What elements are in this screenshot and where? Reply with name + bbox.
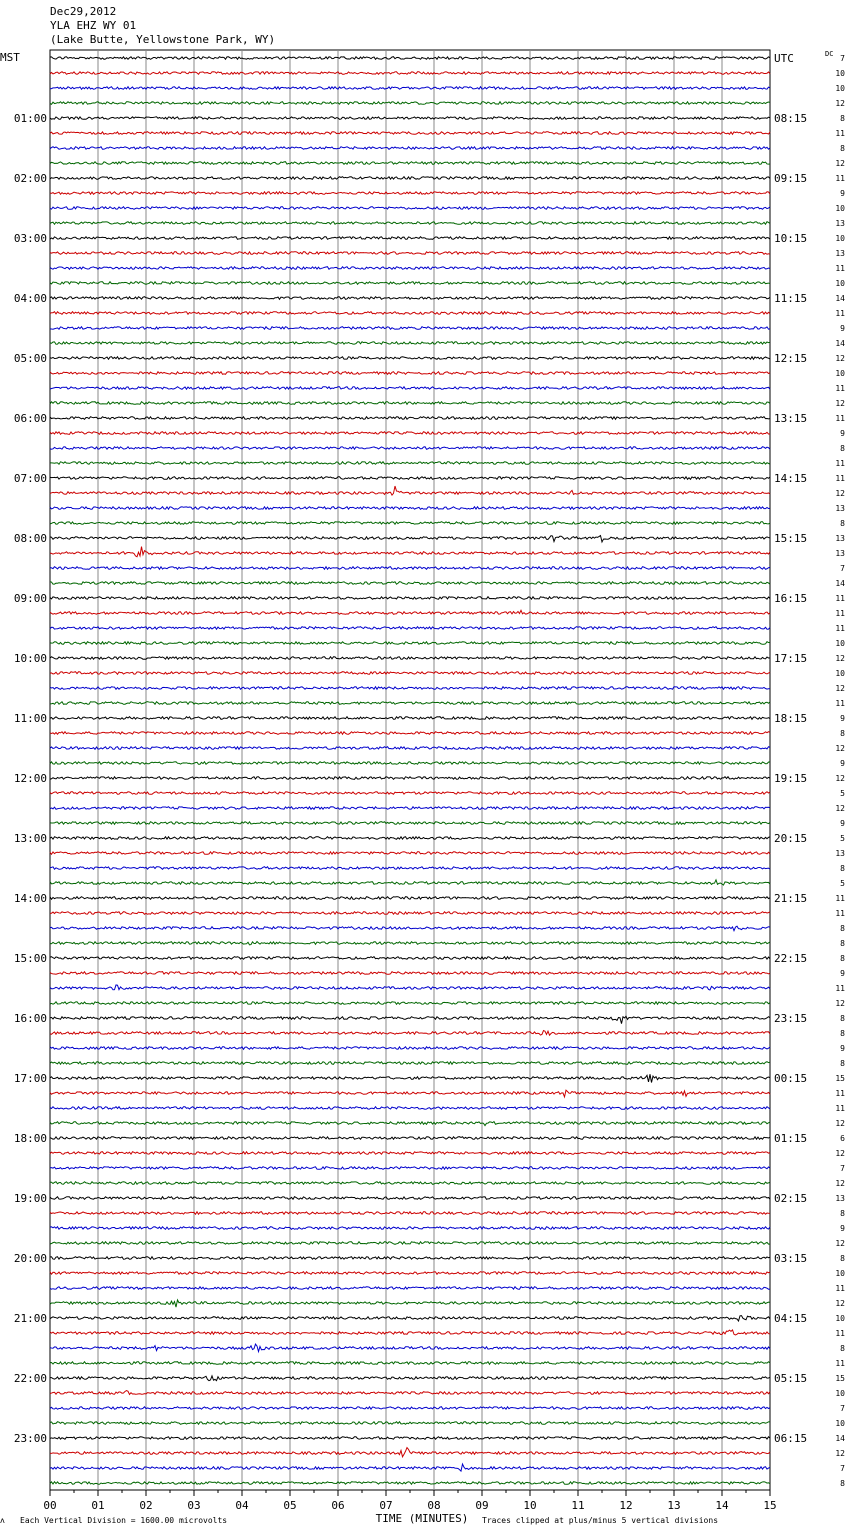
utc-hour-label: 21:15 [774, 892, 808, 905]
utc-hour-label: 13:15 [774, 412, 808, 425]
trace-line [50, 597, 770, 600]
dc-value: 11 [835, 594, 845, 603]
trace-line [50, 610, 770, 614]
trace-line [50, 822, 770, 825]
dc-value: 12 [835, 1179, 845, 1188]
trace-line [50, 1344, 770, 1351]
trace-line [50, 432, 770, 435]
utc-hour-label: 15:15 [774, 532, 808, 545]
trace-line [50, 762, 770, 765]
dc-value: 7 [840, 1164, 845, 1173]
trace-line [50, 1422, 770, 1425]
trace-line [50, 387, 770, 390]
dc-value: 8 [840, 1254, 845, 1263]
utc-hour-label: 11:15 [774, 292, 808, 305]
trace-line [50, 477, 770, 480]
x-tick-label: 14 [715, 1499, 729, 1512]
dc-value: 14 [835, 579, 845, 588]
trace-line [50, 1152, 770, 1155]
trace-line [50, 462, 770, 465]
plot-frame [50, 50, 770, 1490]
trace-line [50, 267, 770, 270]
trace-line [50, 926, 770, 930]
trace-line [50, 1272, 770, 1275]
dc-value: 11 [835, 984, 845, 993]
utc-hour-label: 12:15 [774, 352, 808, 365]
dc-value: 8 [840, 1479, 845, 1488]
trace-line [50, 627, 770, 630]
trace-line [50, 837, 770, 840]
x-tick-label: 06 [331, 1499, 345, 1512]
trace-line [50, 117, 770, 120]
trace-line [50, 747, 770, 750]
mst-hour-label: 14:00 [13, 892, 47, 905]
mst-hour-label: 06:00 [13, 412, 47, 425]
utc-hour-label: 04:15 [774, 1312, 808, 1325]
trace-line [50, 852, 770, 855]
utc-hour-label: 06:15 [774, 1432, 808, 1445]
x-tick-label: 00 [43, 1499, 57, 1512]
trace-line [50, 132, 770, 135]
dc-value: 12 [835, 1299, 845, 1308]
x-tick-label: 12 [619, 1499, 633, 1512]
dc-value: 12 [835, 159, 845, 168]
mst-hour-label: 12:00 [13, 772, 47, 785]
dc-value: 8 [840, 1014, 845, 1023]
dc-value: 8 [840, 864, 845, 873]
dc-value: 11 [835, 264, 845, 273]
trace-line [50, 1464, 770, 1471]
utc-hour-label: 22:15 [774, 952, 808, 965]
trace-line [50, 1242, 770, 1245]
trace-line [50, 1376, 770, 1381]
trace-line [50, 777, 770, 780]
dc-value: 12 [835, 804, 845, 813]
trace-line [50, 177, 770, 180]
dc-value: 15 [835, 1374, 845, 1383]
dc-value: 11 [835, 699, 845, 708]
trace-line [50, 1227, 770, 1230]
trace-line [50, 536, 770, 542]
utc-hour-label: 16:15 [774, 592, 808, 605]
mst-hour-label: 19:00 [13, 1192, 47, 1205]
dc-value: 12 [835, 489, 845, 498]
trace-line [50, 1287, 770, 1290]
trace-line [50, 1257, 770, 1260]
dc-value: 9 [840, 429, 845, 438]
utc-hour-label: 09:15 [774, 172, 808, 185]
utc-hour-label: 20:15 [774, 832, 808, 845]
dc-value: 11 [835, 624, 845, 633]
dc-value: 12 [835, 744, 845, 753]
dc-value: 13 [835, 849, 845, 858]
mst-hour-label: 05:00 [13, 352, 47, 365]
trace-line [50, 402, 770, 405]
trace-line [50, 912, 770, 915]
mst-axis-label: MST [0, 51, 20, 64]
dc-value: 8 [840, 1059, 845, 1068]
dc-value: 11 [835, 414, 845, 423]
dc-value: 12 [835, 774, 845, 783]
trace-line [50, 312, 770, 315]
dc-value: 12 [835, 354, 845, 363]
mst-hour-label: 07:00 [13, 472, 47, 485]
trace-line [50, 717, 770, 720]
utc-hour-label: 19:15 [774, 772, 808, 785]
trace-line [50, 222, 770, 225]
dc-value: 8 [840, 954, 845, 963]
trace-line [50, 102, 770, 105]
x-tick-label: 02 [139, 1499, 153, 1512]
trace-line [50, 87, 770, 90]
dc-label: DC [825, 50, 834, 58]
dc-value: 10 [835, 69, 845, 78]
mst-hour-label: 22:00 [13, 1372, 47, 1385]
x-tick-label: 05 [283, 1499, 297, 1512]
dc-value: 11 [835, 384, 845, 393]
x-tick-label: 10 [523, 1499, 537, 1512]
trace-line [50, 1407, 770, 1410]
trace-line [50, 192, 770, 195]
trace-line [50, 985, 770, 990]
trace-line [50, 1047, 770, 1050]
dc-value: 10 [835, 1314, 845, 1323]
utc-hour-label: 23:15 [774, 1012, 808, 1025]
corner-mark: ʌ [0, 1516, 5, 1525]
dc-value: 8 [840, 1344, 845, 1353]
dc-value: 8 [840, 444, 845, 453]
trace-line [50, 1437, 770, 1440]
utc-hour-label: UTC [774, 52, 794, 65]
trace-line [50, 1362, 770, 1365]
x-tick-label: 08 [427, 1499, 441, 1512]
dc-value: 8 [840, 924, 845, 933]
trace-line [50, 642, 770, 645]
dc-value: 11 [835, 309, 845, 318]
mst-hour-label: 23:00 [13, 1432, 47, 1445]
trace-line [50, 1330, 770, 1335]
mst-hour-label: 13:00 [13, 832, 47, 845]
trace-line [50, 486, 770, 495]
header-location: (Lake Butte, Yellowstone Park, WY) [50, 33, 276, 46]
dc-value: 5 [840, 834, 845, 843]
trace-line [50, 1074, 770, 1082]
dc-value: 13 [835, 1194, 845, 1203]
dc-value: 13 [835, 534, 845, 543]
dc-value: 14 [835, 294, 845, 303]
x-tick-label: 15 [763, 1499, 777, 1512]
dc-value: 9 [840, 819, 845, 828]
trace-line [50, 252, 770, 255]
mst-hour-label: 16:00 [13, 1012, 47, 1025]
mst-hour-label: 02:00 [13, 172, 47, 185]
dc-value: 10 [835, 84, 845, 93]
trace-line [50, 522, 770, 525]
trace-line [50, 807, 770, 810]
header-date: Dec29,2012 [50, 5, 117, 18]
dc-value: 11 [835, 909, 845, 918]
x-tick-label: 01 [91, 1499, 105, 1512]
trace-line [50, 1212, 770, 1215]
mst-hour-label: 17:00 [13, 1072, 47, 1085]
trace-line [50, 972, 770, 975]
trace-line [50, 1482, 770, 1485]
trace-line [50, 297, 770, 300]
dc-value: 9 [840, 324, 845, 333]
mst-hour-label: 04:00 [13, 292, 47, 305]
dc-value: 12 [835, 1239, 845, 1248]
x-tick-label: 11 [571, 1499, 585, 1512]
trace-line [50, 657, 770, 660]
dc-value: 9 [840, 969, 845, 978]
trace-line [50, 372, 770, 375]
trace-line [50, 237, 770, 240]
dc-value: 8 [840, 1029, 845, 1038]
trace-line [50, 880, 770, 885]
trace-line [50, 1031, 770, 1036]
dc-value: 7 [840, 1464, 845, 1473]
utc-hour-label: 17:15 [774, 652, 808, 665]
dc-value: 10 [835, 369, 845, 378]
header-station: YLA EHZ WY 01 [50, 19, 137, 32]
utc-hour-label: 10:15 [774, 232, 808, 245]
utc-hour-label: 02:15 [774, 1192, 808, 1205]
mst-hour-label: 21:00 [13, 1312, 47, 1325]
dc-value: 11 [835, 1089, 845, 1098]
x-tick-label: 07 [379, 1499, 393, 1512]
trace-line [50, 327, 770, 330]
dc-value: 10 [835, 1419, 845, 1428]
trace-line [50, 1122, 770, 1126]
dc-value: 8 [840, 114, 845, 123]
dc-value: 7 [840, 1404, 845, 1413]
dc-value: 10 [835, 204, 845, 213]
trace-line [50, 732, 770, 735]
trace-line [50, 147, 770, 150]
trace-line [50, 1300, 770, 1307]
dc-value: 8 [840, 519, 845, 528]
trace-line [50, 792, 770, 795]
dc-value: 11 [835, 129, 845, 138]
trace-line [50, 1391, 770, 1395]
dc-value: 13 [835, 504, 845, 513]
utc-hour-label: 03:15 [774, 1252, 808, 1265]
dc-value: 10 [835, 234, 845, 243]
dc-value: 8 [840, 729, 845, 738]
dc-value: 13 [835, 219, 845, 228]
dc-value: 11 [835, 474, 845, 483]
dc-value: 13 [835, 249, 845, 258]
utc-hour-label: 18:15 [774, 712, 808, 725]
x-tick-label: 04 [235, 1499, 249, 1512]
trace-line [50, 702, 770, 705]
trace-line [50, 162, 770, 165]
dc-value: 6 [840, 1134, 845, 1143]
x-axis-label: TIME (MINUTES) [375, 1512, 469, 1525]
dc-value: 10 [835, 1269, 845, 1278]
dc-value: 5 [840, 789, 845, 798]
mst-hour-label: 08:00 [13, 532, 47, 545]
trace-line [50, 72, 770, 75]
trace-line [50, 687, 770, 690]
dc-value: 12 [835, 1149, 845, 1158]
mst-hour-label: 03:00 [13, 232, 47, 245]
trace-line [50, 672, 770, 675]
dc-value: 10 [835, 669, 845, 678]
trace-line [50, 1137, 770, 1140]
trace-line [50, 1448, 770, 1457]
dc-value: 10 [835, 639, 845, 648]
dc-value: 11 [835, 1329, 845, 1338]
trace-line [50, 942, 770, 945]
dc-value: 11 [835, 1104, 845, 1113]
mst-hour-label: 15:00 [13, 952, 47, 965]
dc-value: 12 [835, 1119, 845, 1128]
dc-value: 11 [835, 894, 845, 903]
scale-note: Each Vertical Division = 1600.00 microvolts [20, 1516, 228, 1525]
trace-line [50, 207, 770, 210]
dc-value: 9 [840, 714, 845, 723]
trace-line [50, 357, 770, 360]
dc-value: 11 [835, 609, 845, 618]
trace-line [50, 1182, 770, 1185]
trace-line [50, 1316, 770, 1321]
dc-value: 12 [835, 1449, 845, 1458]
trace-line [50, 57, 770, 60]
trace-line [50, 957, 770, 960]
mst-hour-label: 01:00 [13, 112, 47, 125]
trace-line [50, 1062, 770, 1065]
trace-line [50, 582, 770, 585]
trace-line [50, 897, 770, 900]
x-tick-label: 03 [187, 1499, 201, 1512]
dc-value: 12 [835, 684, 845, 693]
clip-note: Traces clipped at plus/minus 5 vertical divisions [482, 1516, 719, 1525]
trace-line [50, 867, 770, 870]
dc-value: 12 [835, 654, 845, 663]
trace-line [50, 1197, 770, 1200]
dc-value: 8 [840, 144, 845, 153]
trace-line [50, 1016, 770, 1023]
dc-value: 7 [840, 564, 845, 573]
dc-value: 9 [840, 189, 845, 198]
dc-value: 11 [835, 459, 845, 468]
x-tick-label: 09 [475, 1499, 489, 1512]
dc-value: 11 [835, 1284, 845, 1293]
dc-value: 9 [840, 1044, 845, 1053]
mst-hour-label: 10:00 [13, 652, 47, 665]
trace-line [50, 1107, 770, 1110]
dc-value: 12 [835, 399, 845, 408]
trace-line [50, 417, 770, 420]
dc-value: 10 [835, 279, 845, 288]
dc-value: 11 [835, 1359, 845, 1368]
dc-value: 12 [835, 999, 845, 1008]
dc-value: 7 [840, 54, 845, 63]
mst-hour-label: 09:00 [13, 592, 47, 605]
utc-hour-label: 01:15 [774, 1132, 808, 1145]
trace-line [50, 342, 770, 345]
dc-value: 9 [840, 1224, 845, 1233]
dc-value: 8 [840, 1209, 845, 1218]
utc-hour-label: 00:15 [774, 1072, 808, 1085]
trace-line [50, 547, 770, 557]
dc-value: 14 [835, 339, 845, 348]
utc-hour-label: 14:15 [774, 472, 808, 485]
trace-line [50, 282, 770, 285]
dc-value: 11 [835, 174, 845, 183]
dc-value: 14 [835, 1434, 845, 1443]
trace-line [50, 1002, 770, 1005]
dc-value: 9 [840, 759, 845, 768]
x-tick-label: 13 [667, 1499, 681, 1512]
trace-line [50, 1090, 770, 1097]
dc-value: 12 [835, 99, 845, 108]
mst-hour-label: 11:00 [13, 712, 47, 725]
trace-line [50, 567, 770, 570]
dc-value: 15 [835, 1074, 845, 1083]
utc-hour-label: 05:15 [774, 1372, 808, 1385]
utc-hour-label: 08:15 [774, 112, 808, 125]
mst-hour-label: 18:00 [13, 1132, 47, 1145]
dc-value: 10 [835, 1389, 845, 1398]
trace-line [50, 447, 770, 450]
mst-hour-label: 20:00 [13, 1252, 47, 1265]
trace-line [50, 507, 770, 510]
dc-value: 8 [840, 939, 845, 948]
trace-line [50, 1167, 770, 1170]
dc-value: 13 [835, 549, 845, 558]
dc-value: 5 [840, 879, 845, 888]
